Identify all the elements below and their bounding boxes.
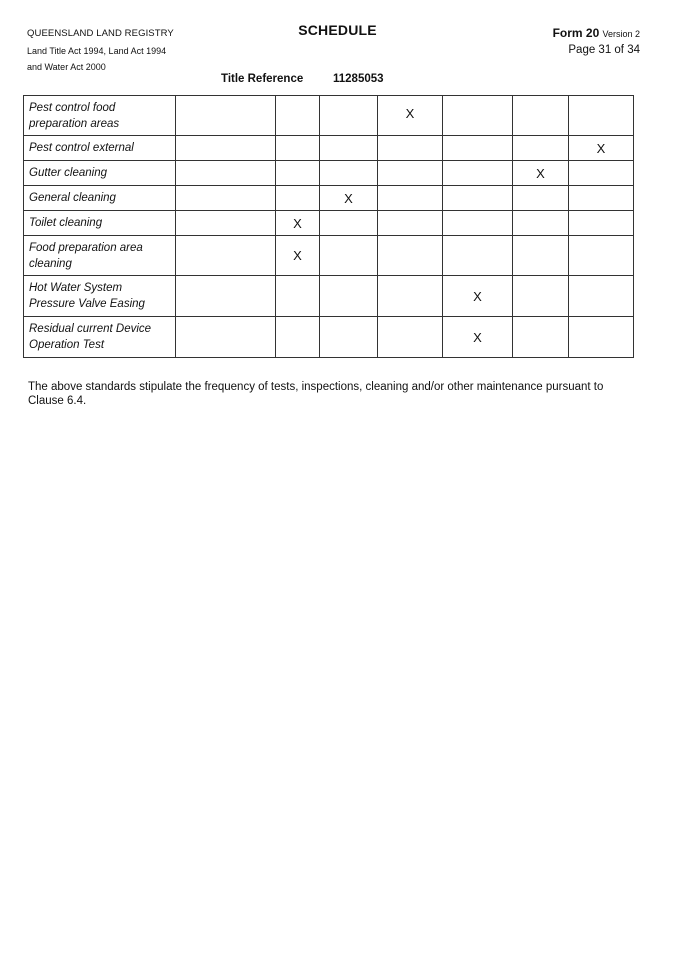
frequency-cell	[378, 211, 443, 236]
frequency-cell: X	[443, 276, 513, 317]
row-label-line: Pest control food	[29, 101, 116, 114]
frequency-cell	[378, 317, 443, 358]
frequency-cell	[513, 276, 569, 317]
row-label	[24, 211, 176, 236]
table-row	[24, 276, 634, 317]
table-row	[24, 96, 634, 136]
frequency-cell	[276, 317, 320, 358]
row-label-line: Food preparation area	[29, 241, 143, 254]
frequency-cell	[443, 211, 513, 236]
frequency-cell	[443, 236, 513, 276]
frequency-cell	[378, 186, 443, 211]
table-row	[24, 186, 634, 211]
frequency-cell	[378, 136, 443, 161]
frequency-cell	[176, 186, 276, 211]
row-label-line: Residual current Device	[29, 323, 152, 335]
frequency-cell	[176, 317, 276, 358]
form-version: Version 2	[602, 29, 640, 39]
schedule-table-body	[24, 96, 634, 358]
acts-line-1: Land Title Act 1994, Land Act 1994	[27, 45, 167, 56]
frequency-cell	[443, 136, 513, 161]
frequency-cell	[320, 136, 378, 161]
frequency-cell	[569, 236, 634, 276]
registry-name: QUEENSLAND LAND REGISTRY	[27, 28, 174, 39]
frequency-cell: X	[569, 136, 634, 161]
frequency-cell	[513, 136, 569, 161]
form-label: Form 20	[552, 26, 600, 40]
frequency-cell	[569, 96, 634, 136]
row-label-line: preparation areas	[29, 117, 120, 130]
row-label	[24, 161, 176, 186]
table-row	[24, 211, 634, 236]
frequency-cell	[320, 161, 378, 186]
frequency-cell	[176, 211, 276, 236]
frequency-cell: X	[276, 236, 320, 276]
maintenance-schedule-table	[23, 95, 634, 358]
frequency-cell	[569, 317, 634, 358]
frequency-cell: X	[378, 96, 443, 136]
frequency-cell	[378, 236, 443, 276]
frequency-cell	[443, 96, 513, 136]
frequency-cell	[320, 317, 378, 358]
frequency-cell	[378, 276, 443, 317]
frequency-cell	[569, 211, 634, 236]
frequency-cell	[378, 161, 443, 186]
frequency-cell	[276, 276, 320, 317]
frequency-cell	[513, 317, 569, 358]
row-label-line: Hot Water System	[29, 282, 123, 294]
frequency-cell	[320, 211, 378, 236]
frequency-cell	[276, 186, 320, 211]
row-label-line: cleaning	[29, 257, 72, 270]
form-id	[553, 25, 640, 42]
frequency-cell	[513, 211, 569, 236]
row-label-line: Pest control external	[29, 142, 134, 154]
frequency-cell	[443, 161, 513, 186]
frequency-cell	[569, 276, 634, 317]
frequency-cell	[276, 96, 320, 136]
row-label-line: Toilet cleaning	[29, 217, 103, 229]
title-reference-label: Title Reference	[221, 73, 304, 85]
row-label-line: Operation Test	[29, 339, 105, 351]
frequency-cell	[320, 236, 378, 276]
page-number: Page 31 of 34	[568, 44, 640, 56]
row-label	[24, 186, 176, 211]
row-label	[24, 96, 176, 136]
frequency-cell	[320, 276, 378, 317]
frequency-cell	[276, 136, 320, 161]
frequency-cell	[176, 276, 276, 317]
frequency-cell	[569, 161, 634, 186]
frequency-cell	[513, 96, 569, 136]
row-label	[24, 276, 176, 317]
row-label-line: General cleaning	[29, 192, 116, 204]
frequency-cell	[276, 161, 320, 186]
row-label-line: Pressure Valve Easing	[29, 298, 145, 310]
frequency-cell	[443, 186, 513, 211]
row-label	[24, 236, 176, 276]
frequency-cell	[176, 236, 276, 276]
frequency-cell: X	[513, 161, 569, 186]
title-reference-value: 11285053	[333, 73, 384, 85]
table-row	[24, 161, 634, 186]
frequency-cell	[176, 96, 276, 136]
frequency-cell: X	[443, 317, 513, 358]
table-row	[24, 236, 634, 276]
acts-line-2: and Water Act 2000	[27, 62, 106, 72]
row-label	[24, 136, 176, 161]
frequency-cell: X	[276, 211, 320, 236]
table-row	[24, 136, 634, 161]
frequency-cell	[320, 96, 378, 136]
footnote-text: The above standards stipulate the frequency of tests, inspections, cleaning and/or other maintenance pursuant to Clause 6.4.	[28, 381, 604, 407]
frequency-cell	[176, 136, 276, 161]
frequency-cell: X	[320, 186, 378, 211]
frequency-cell	[513, 236, 569, 276]
table-row	[24, 317, 634, 358]
row-label-line: Gutter cleaning	[29, 167, 107, 179]
frequency-cell	[513, 186, 569, 211]
schedule-title: SCHEDULE	[298, 22, 377, 38]
title-reference	[221, 73, 384, 85]
form-info	[553, 25, 640, 58]
row-label	[24, 317, 176, 358]
frequency-cell	[569, 186, 634, 211]
frequency-cell	[176, 161, 276, 186]
